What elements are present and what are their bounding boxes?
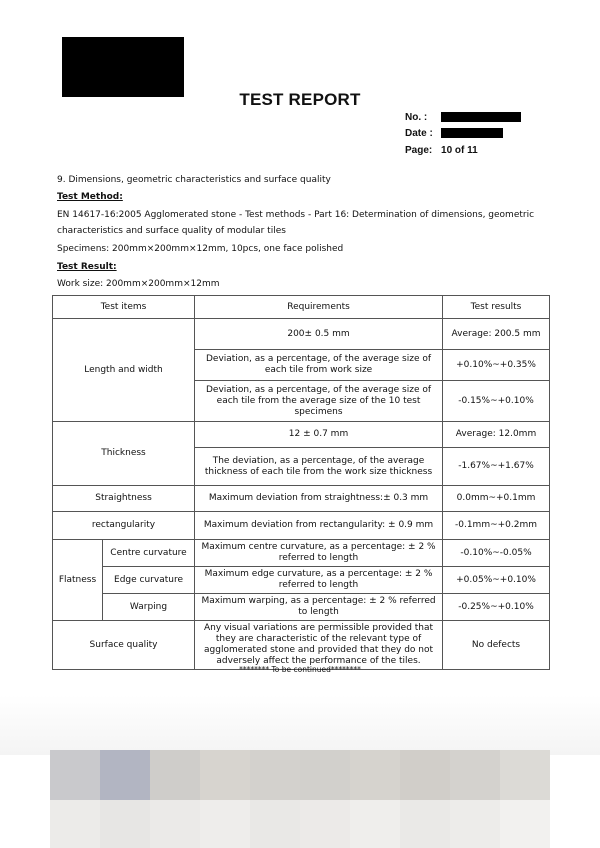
test-method-line-1: EN 14617-16:2005 Agglomerated stone - Test methods - Part 16: Determination of dimensions, geometric [57,210,535,220]
test-method-heading: Test Method: [57,192,123,202]
blurred-area [0,695,600,755]
result-cell: -0.1mm~+0.2mm [443,512,550,540]
result-cell: -0.15%~+0.10% [443,381,550,422]
requirement-cell: Maximum warping, as a percentage: ± 2 % referred to length [195,594,443,621]
redacted-report-number [441,112,521,122]
continued-note: ******** To be continued******** [239,665,361,674]
flatness-item: Flatness [53,540,103,621]
requirement-cell: Maximum deviation from straightness:± 0.3 mm [195,486,443,512]
result-cell: -1.67%~+1.67% [443,448,550,486]
page-label: Page: [405,145,433,156]
report-number-row [405,112,441,123]
results-table [52,295,550,670]
requirement-cell: The deviation, as a percentage, of the average thickness of each tile from the work size thickness [195,448,443,486]
header-test-results: Test results [443,296,550,319]
date-row [405,128,441,139]
work-size-text: Work size: 200mm×200mm×12mm [57,279,220,289]
result-cell: -0.25%~+0.10% [443,594,550,621]
table-row [53,486,550,512]
blurred-image-row [50,750,550,800]
requirement-cell: Maximum deviation from rectangularity: ± 0.9 mm [195,512,443,540]
section-heading: 9. Dimensions, geometric characteristics and surface quality [57,175,331,185]
table-row [53,319,550,350]
report-number-label: No. : [405,112,428,123]
date-label: Date : [405,128,433,139]
requirement-cell: Maximum edge curvature, as a percentage: ± 2 % referred to length [195,567,443,594]
requirement-cell: Deviation, as a percentage, of the average size of each tile from the average size of the 10 test specimens [195,381,443,422]
requirement-cell: 12 ± 0.7 mm [195,422,443,448]
header-test-items: Test items [53,296,195,319]
flatness-subitem: Centre curvature [103,540,195,567]
table-row [53,512,550,540]
result-cell: No defects [443,621,550,670]
test-result-heading: Test Result: [57,262,117,272]
table-header-row [53,296,550,319]
specimens-text: Specimens: 200mm×200mm×12mm, 10pcs, one face polished [57,244,344,254]
surface-quality-item: Surface quality [53,621,195,670]
page-row [405,145,478,156]
result-cell: 0.0mm~+0.1mm [443,486,550,512]
table-row [53,567,550,594]
blurred-image-row [50,800,550,848]
header-requirements: Requirements [195,296,443,319]
result-cell: +0.10%~+0.35% [443,350,550,381]
table-row [53,621,550,670]
page-value: 10 of 11 [441,145,478,156]
table-row [53,594,550,621]
test-method-line-2: characteristics and surface quality of modular tiles [57,226,286,236]
result-cell: -0.10%~-0.05% [443,540,550,567]
page-title: TEST REPORT [239,90,361,109]
requirement-cell: Deviation, as a percentage, of the average size of each tile from work size [195,350,443,381]
result-cell: Average: 200.5 mm [443,319,550,350]
redacted-logo [62,37,184,97]
length-width-item: Length and width [53,319,195,422]
table-row [53,422,550,448]
result-cell: Average: 12.0mm [443,422,550,448]
table-row [53,540,550,567]
straightness-item: Straightness [53,486,195,512]
redacted-date [441,128,503,138]
thickness-item: Thickness [53,422,195,486]
requirement-cell: Any visual variations are permissible provided that they are characteristic of the relevant type of agglomerated stone and provided that they do not adversely affect the performance of the tiles. [195,621,443,670]
result-cell: +0.05%~+0.10% [443,567,550,594]
requirement-cell: 200± 0.5 mm [195,319,443,350]
requirement-cell: Maximum centre curvature, as a percentage: ± 2 % referred to length [195,540,443,567]
flatness-subitem: Warping [103,594,195,621]
flatness-subitem: Edge curvature [103,567,195,594]
rectangularity-item: rectangularity [53,512,195,540]
